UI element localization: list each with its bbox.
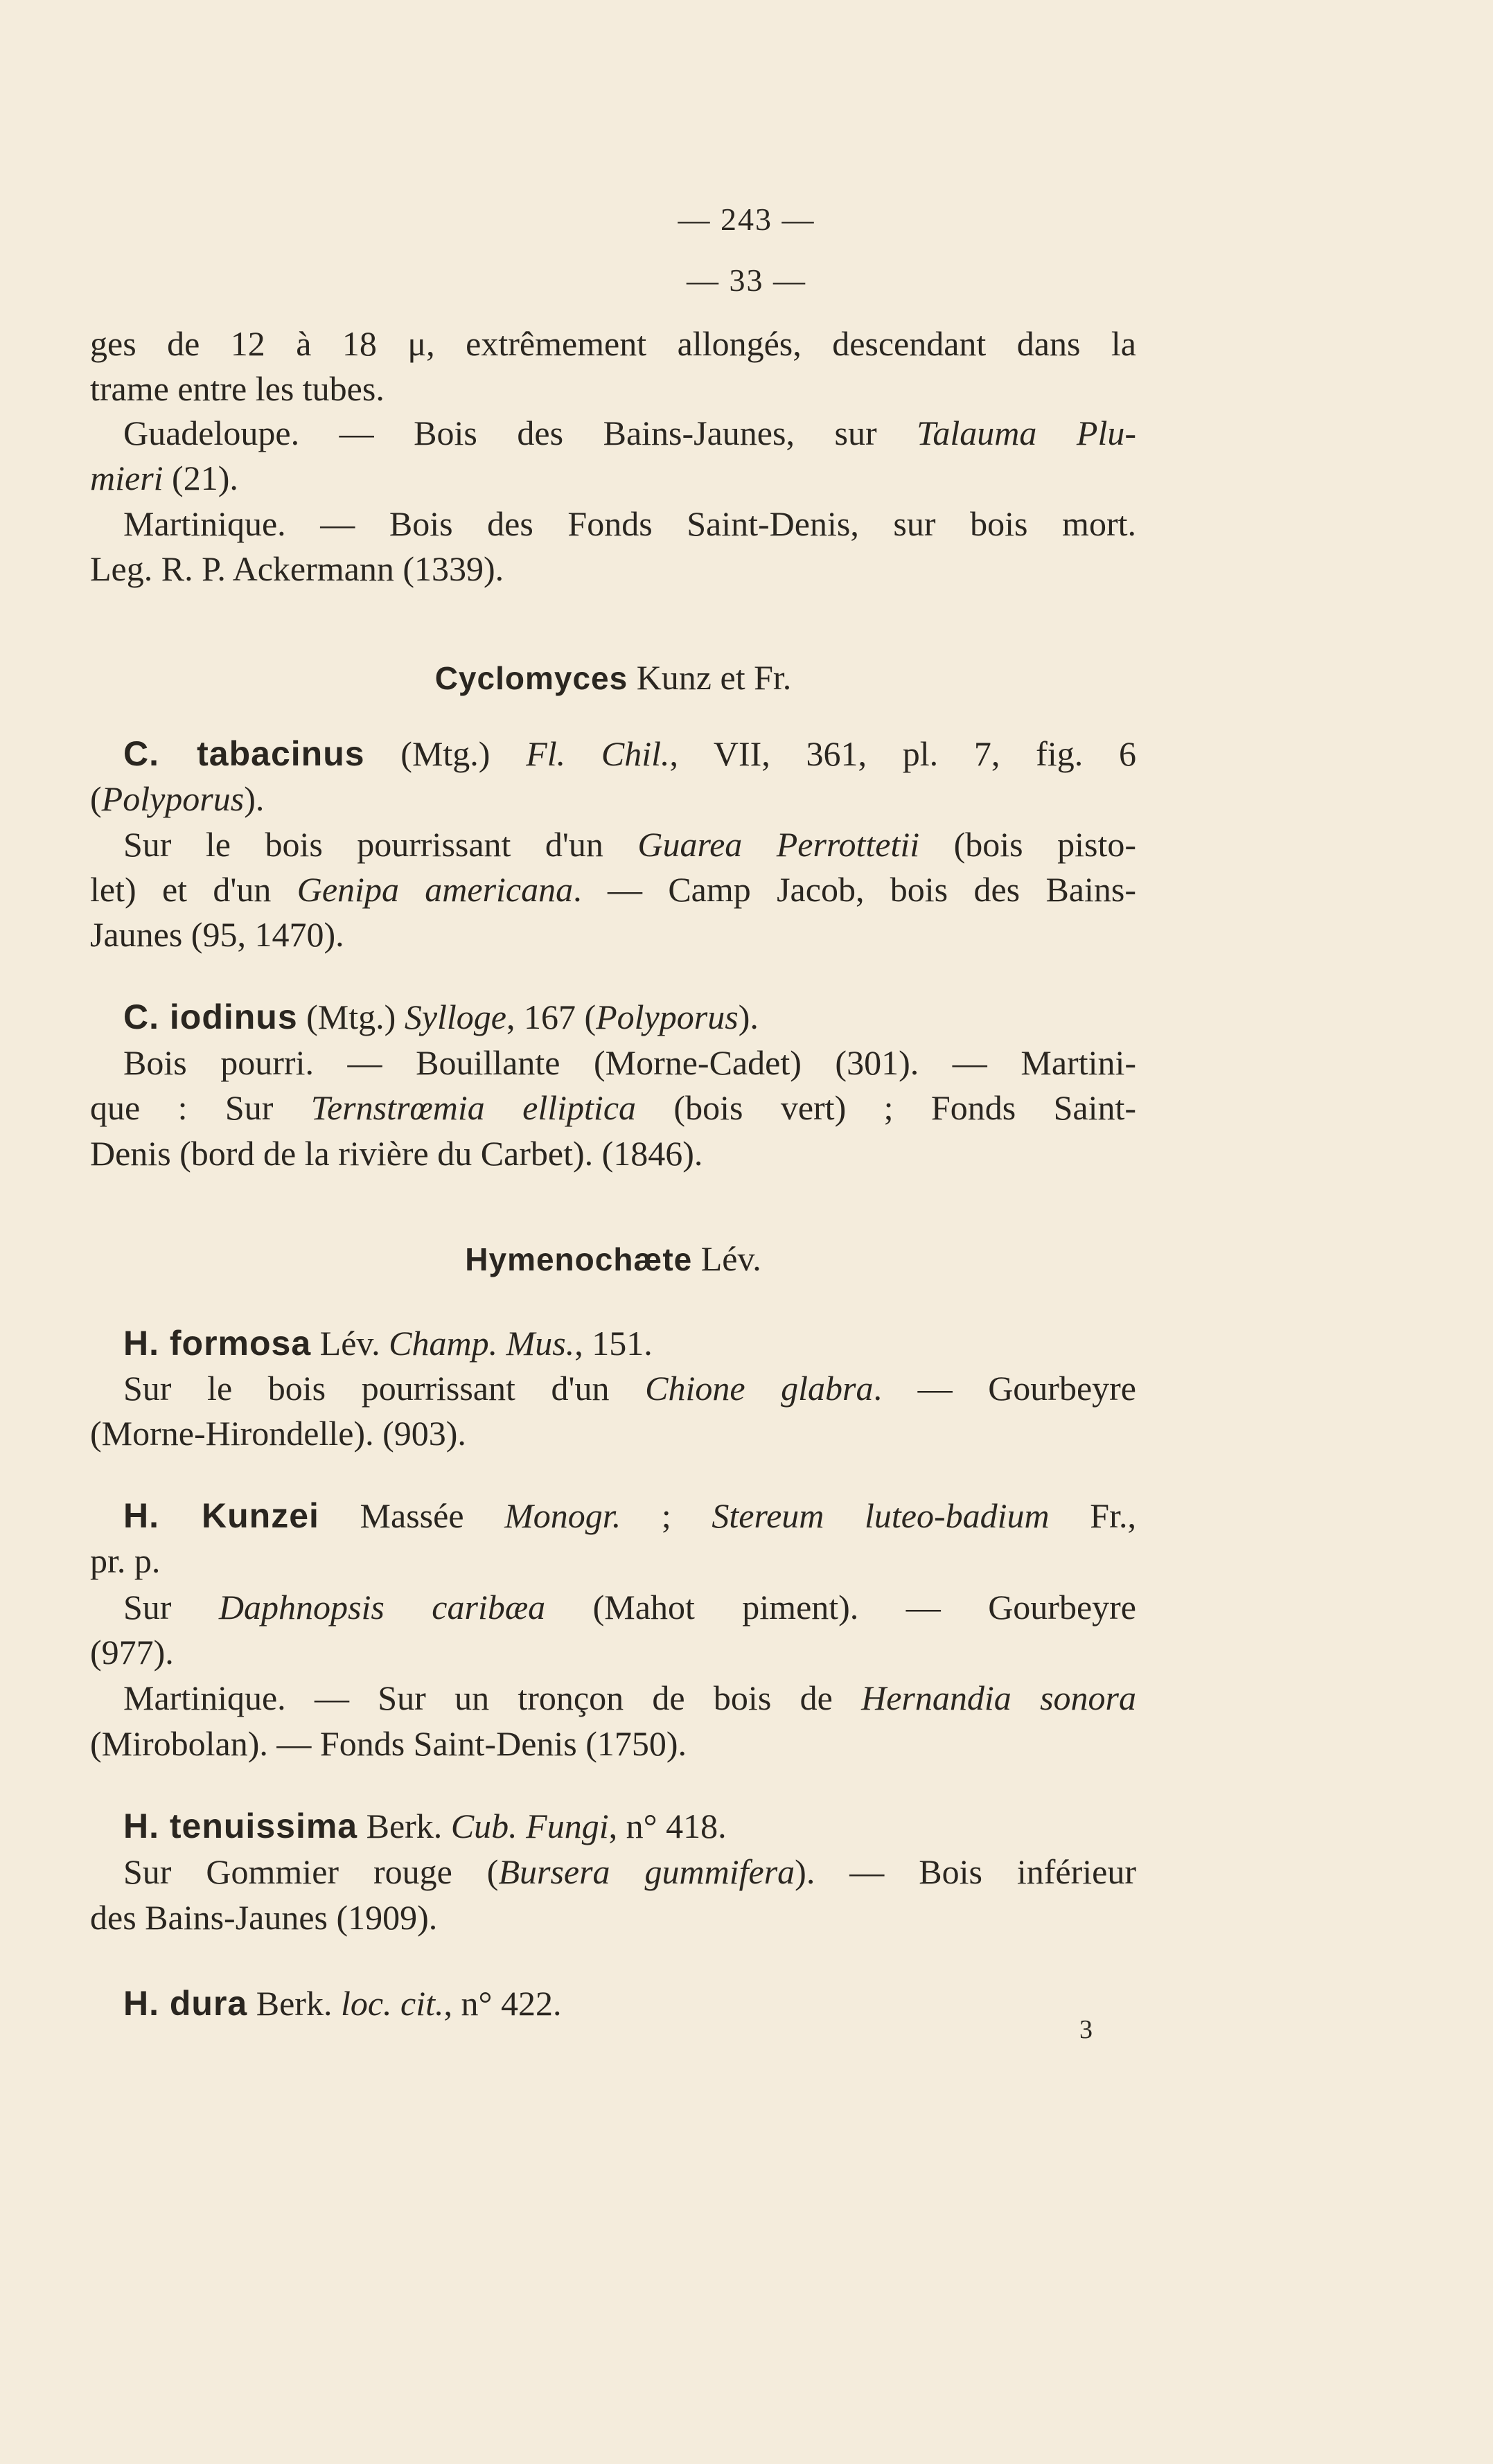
species-entry: H. formosa Lév. Champ. Mus., 151. [123, 1324, 653, 1363]
species-entry: C. tabacinus (Mtg.) Fl. Chil., VII, 361, pl. 7, fig. 6 [123, 734, 1136, 773]
text-line: des Bains-Jaunes (1909). [90, 1898, 438, 1937]
text-line: Denis (bord de la rivière du Carbet). (1846). [90, 1134, 703, 1173]
species-entry: C. iodinus (Mtg.) Sylloge, 167 (Polyporus). [123, 998, 759, 1036]
text-line: Martinique. — Bois des Fonds Saint-Denis, sur bois mort. [123, 504, 1136, 543]
text-line: (Morne-Hirondelle). (903). [90, 1414, 466, 1453]
genus-heading: Cyclomyces Kunz et Fr. [434, 658, 792, 697]
text-line: Sur Gommier rouge (Bursera gummifera). — Bois inférieur [123, 1852, 1136, 1891]
text-line: Sur Daphnopsis caribæa (Mahot piment). — Gourbeyre [123, 1588, 1136, 1627]
species-entry: H. dura Berk. loc. cit., n° 422. [123, 1984, 562, 2023]
text-line: pr. p. [90, 1541, 161, 1580]
text-line: mieri (21). [90, 459, 238, 497]
text-line: (Polyporus). [90, 779, 265, 818]
species-entry: H. tenuissima Berk. Cub. Fungi, n° 418. [123, 1807, 727, 1845]
text-line: Sur le bois pourrissant d'un Chione glabra. — Gourbeyre [123, 1369, 1136, 1408]
signature-mark: 3 [1079, 2015, 1093, 2044]
page-number-inner: — 33 — [687, 263, 806, 298]
genus-heading: Hymenochæte Lév. [465, 1239, 761, 1278]
text-line: Bois pourri. — Bouillante (Morne-Cadet) (301). — Martini- [123, 1043, 1136, 1082]
text-line: trame entre les tubes. [90, 369, 385, 408]
page-number-outer: — 243 — [678, 202, 815, 237]
text-line: Jaunes (95, 1470). [90, 915, 344, 954]
text-line: Guadeloupe. — Bois des Bains-Jaunes, sur Talauma Plu- [123, 414, 1136, 452]
text-line: que : Sur Ternstrœmia elliptica (bois vert) ; Fonds Saint- [90, 1088, 1136, 1127]
text-line: let) et d'un Genipa americana. — Camp Jacob, bois des Bains- [90, 870, 1136, 909]
text-line: ges de 12 à 18 μ, extrêmement allongés, descendant dans la [90, 324, 1136, 363]
text-line: Leg. R. P. Ackermann (1339). [90, 549, 504, 588]
text-line: (Mirobolan). — Fonds Saint-Denis (1750). [90, 1724, 687, 1763]
species-entry: H. Kunzei Massée Monogr. ; Stereum luteo-badium Fr., [123, 1496, 1136, 1535]
text-line: Martinique. — Sur un tronçon de bois de Hernandia sonora [123, 1678, 1136, 1717]
text-line: (977). [90, 1633, 174, 1672]
text-line: Sur le bois pourrissant d'un Guarea Perrottetii (bois pisto- [123, 825, 1136, 864]
